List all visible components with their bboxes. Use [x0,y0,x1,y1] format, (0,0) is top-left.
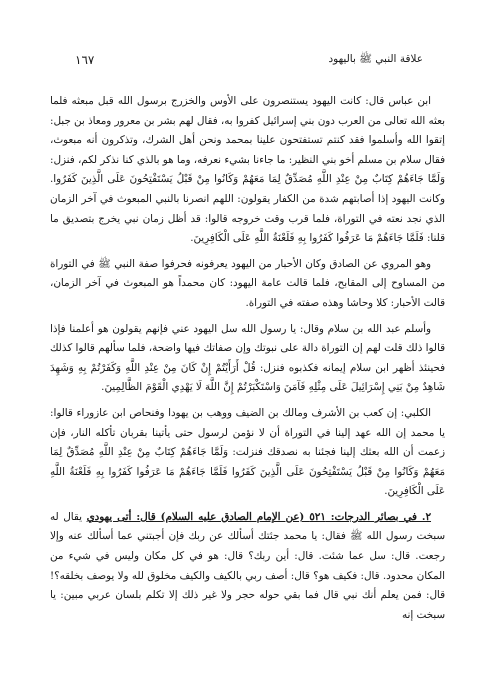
numbered-item-label: ٢. في بصائر الدرجات: ٥٢١ (عن الإمام الصادق عليه السلام) قال: أتى يهودي [86,510,432,523]
page-header [75,50,423,70]
running-title: علاقة النبي ﷺ باليهود [328,52,423,65]
body-text [50,92,445,625]
paragraph: الكلبي: إن كعب بن الأشرف ومالك بن الضيف ووهب بن يهودا وفنحاص ابن عازوراء قالوا: يا محمد إن الله عهد إلينا في التوراة أن لا نؤمن لرسول حتى يأتينا بقربان تأكله النار، فإن زعمت أن الله بعثك إلينا فجئنا به نصدقك فنزلت: وَلَمَّا جَاءَهُمْ كِتَابٌ مِنْ عِنْدِ اللَّهِ مُصَدِّقٌ لِمَا مَعَهُمْ وَكَانُوا مِنْ قَبْلُ يَسْتَفْتِحُونَ عَلَى الَّذِينَ كَفَرُوا فَلَمَّا جَاءَهُمْ مَا عَرَفُوا كَفَرُوا بِهِ فَلَعْنَةُ اللَّهِ عَلَى الْكَافِرِينَ. [50,406,445,498]
paragraph: وهو المروي عن الصادق وكان الأحبار من اليهود يعرفونه فحرفوا صفة النبي ﷺ في التوراة من المساوح إلى المقابح، فلما قالت عامة اليهود: كان محمداً هو المبعوث في آخر الزمان، قالت الأحبار: كلا وحاشا وهذه صفته في التوراة. [50,257,445,309]
paragraph: ابن عباس قال: كانت اليهود يستنصرون على الأوس والخزرج برسول الله قبل مبعثه فلما بعثه الله تعالى من العرب دون بني إسرائيل كفروا به، فقال لهم بشر بن معرور ومعاذ بن جبل: إتقوا الله وأسلموا فقد كنتم تستفتحون علينا بمحمد ونحن أهل الشرك، وتذكرون أنه مبعوث، فقال سلام بن مسلم أخو بني النظير: ما جاءنا بشيء نعرفه، وما هو بالذي كنا نذكر لكم، فنزل: وَلَمَّا جَاءَهُمْ كِتَابٌ مِنْ عِنْدِ اللَّهِ مُصَدِّقٌ لِمَا مَعَهُمْ وَكَانُوا مِنْ قَبْلُ يَسْتَفْتِحُونَ عَلَى الَّذِينَ كَفَرُوا. وكانت اليهود إذا أصابتهم شدة من الكفار يقولون: اللهم انصرنا بالنبي المبعوث في آخر الزمان الذي نجد نعته في التوراة، فلما قرب وقت خروجه قالوا: قد أظل زمان نبي يخرج بتصديق ما قلنا: فَلَمَّا جَاءَهُمْ مَا عَرَفُوا كَفَرُوا بِهِ فَلَعْنَةُ اللَّهِ عَلَى الْكَافِرِينَ. [50,95,445,245]
paragraph: وأسلم عبد الله بن سلام وقال: يا رسول الله سل اليهود عني فإنهم يقولون هو أعلمنا فإذا قالوا ذلك قلت لهم إن التوراة دالة على نبوتك وإن صفاتك فيها واضحة، فلما سألهم قالوا كذلك فحينئذ أظهر ابن سلام إيمانه فكذبوه فنزل: قُلْ أَرَأَيْتُمْ إِنْ كَانَ مِنْ عِنْدِ اللَّهِ وَكَفَرْتُمْ بِهِ وَشَهِدَ شَاهِدٌ مِنْ بَنِي إِسْرَائِيلَ عَلَى مِثْلِهِ فَآمَنَ وَاسْتَكْبَرْتُمْ إِنَّ اللَّهَ لَا يَهْدِي الْقَوْمَ الظَّالِمِينَ. [50,322,445,394]
page-number: ١٦٧ [75,53,95,67]
numbered-item [50,508,445,626]
numbered-item-text: يقال له سبخت رسول الله ﷺ فقال: يا محمد جئتك أسألك عن ربك فإن أجبتني عما أسألك عنه وإلا رجعت. قال: سل عما شئت. قال: أين ربك؟ قال: هو في كل مكان وليس في شيء من المكان محدود. قال: فكيف هو؟ قال: أصف ربي بالكيف والكيف مخلوق لله ولا يوصف بخلقه؟! قال: فمن يعلم أنك نبي قال فما بقي حوله حجر ولا غير ذلك إلا تكلم بلسان عربي مبين: يا سبخت إنه [50,510,445,621]
